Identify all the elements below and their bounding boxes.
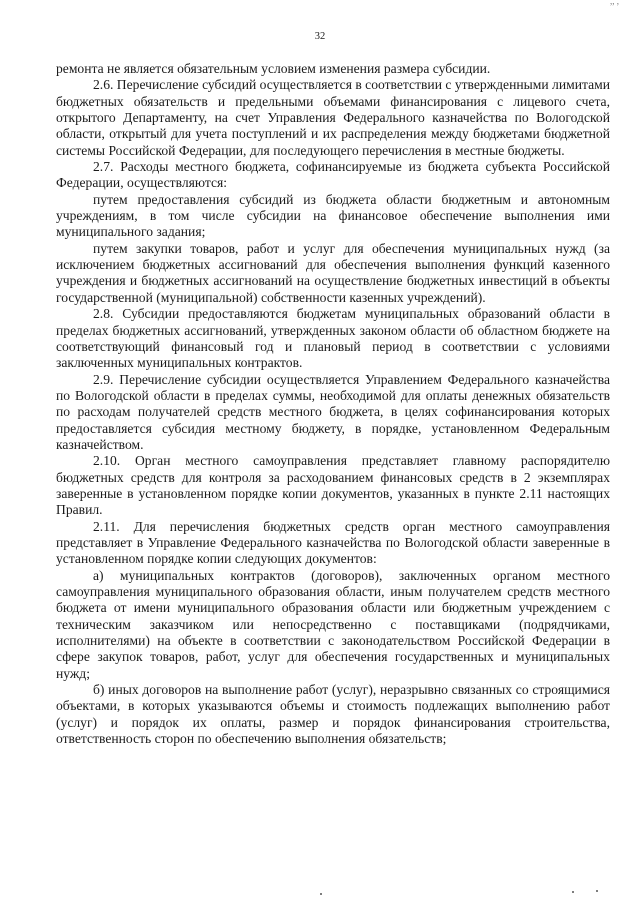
paragraph-2-9: 2.9. Перечисление субсидии осуществляется Управлением Федерального казначейства по Вологодской области в пределах суммы, необходимой для оплаты денежных обязательств по расходам получателей средств местного бюджета, в целях софинансирования которых предоставляется субсидия местному бюджету, в порядке, установленном Федеральным казначейством. (56, 371, 610, 452)
paragraph-2-8: 2.8. Субсидии предоставляются бюджетам муниципальных образований области в пределах бюджетных ассигнований, утвержденных законом области об областном бюджете на соответствующий финансовый год и плановый период в соответствии с условиями заключенных муниципальных контрактов. (56, 306, 610, 371)
paragraph-continuation: ремонта не является обязательным условием изменения размера субсидии. (56, 61, 491, 76)
scan-corner-mark: ,, , (610, 0, 619, 6)
paragraph-2-7-item-2: путем закупки товаров, работ и услуг для обеспечения муниципальных нужд (за исключением бюджетных ассигнований для обеспечения выполнения функций казенного учреждения и бюджетных ассигнований на осуществление бюджетных инвестиций в объекты государственной (муниципальной) собственности казенных учреждений). (56, 240, 610, 305)
paragraph-2-7-item-1: путем предоставления субсидий из бюджета области бюджетным и автономным учреждениям, в том числе субсидии на финансовое обеспечение выполнения ими муниципального задания; (56, 191, 610, 240)
scan-speck (572, 891, 574, 893)
scan-speck (596, 890, 598, 892)
paragraph-2-7: 2.7. Расходы местного бюджета, софинансируемые из бюджета субъекта Российской Федерации, осуществляются: (56, 159, 610, 191)
paragraph-2-11-a: а) муниципальных контрактов (договоров), заключенных органом местного самоуправления муниципального образования области, иным получателем средств местного бюджета от имени муниципального образования области или бюджетным учреждением с техническим заказчиком или непосредственно с поставщиками (подрядчиками, исполнителями) на объекте в соответствии с законодательством Российской Федерации в сфере закупок товаров, работ, услуг для обеспечения государственных и муниципальных нужд; (56, 567, 610, 681)
paragraph-2-11: 2.11. Для перечисления бюджетных средств орган местного самоуправления представляет в Управление Федерального казначейства по Вологодской области заверенные в установленном порядке копии следующих документов: (56, 518, 610, 567)
page-number: 32 (314, 31, 326, 42)
scan-speck (320, 893, 322, 895)
paragraph-2-6: 2.6. Перечисление субсидий осуществляется в соответствии с утвержденными лимитами бюджетных обязательств и предельными объемами финансирования с лицевого счета, открытого Департаменту, на счет Управления Федерального казначейства по Вологодской области, открытый для учета поступлений и их распределения между бюджетами бюджетной системы Российской Федерации, для последующего перечисления в местные бюджеты. (56, 77, 610, 158)
document-body (56, 61, 610, 747)
paragraph-2-11-b: б) иных договоров на выполнение работ (услуг), неразрывно связанных со строящимися объектами, в которых указываются объемы и стоимость подлежащих выполнению работ (услуг) и порядок их оплаты, размер и порядок финансирования строительства, ответственность сторон по обеспечению выполнения обязательств; (56, 682, 610, 747)
paragraph-2-10: 2.10. Орган местного самоуправления представляет главному распорядителю бюджетных средств для контроля за расходованием финансовых средств в 2 экземплярах заверенные в установленном порядке копии документов, указанных в пункте 2.11 настоящих Правил. (56, 453, 610, 518)
